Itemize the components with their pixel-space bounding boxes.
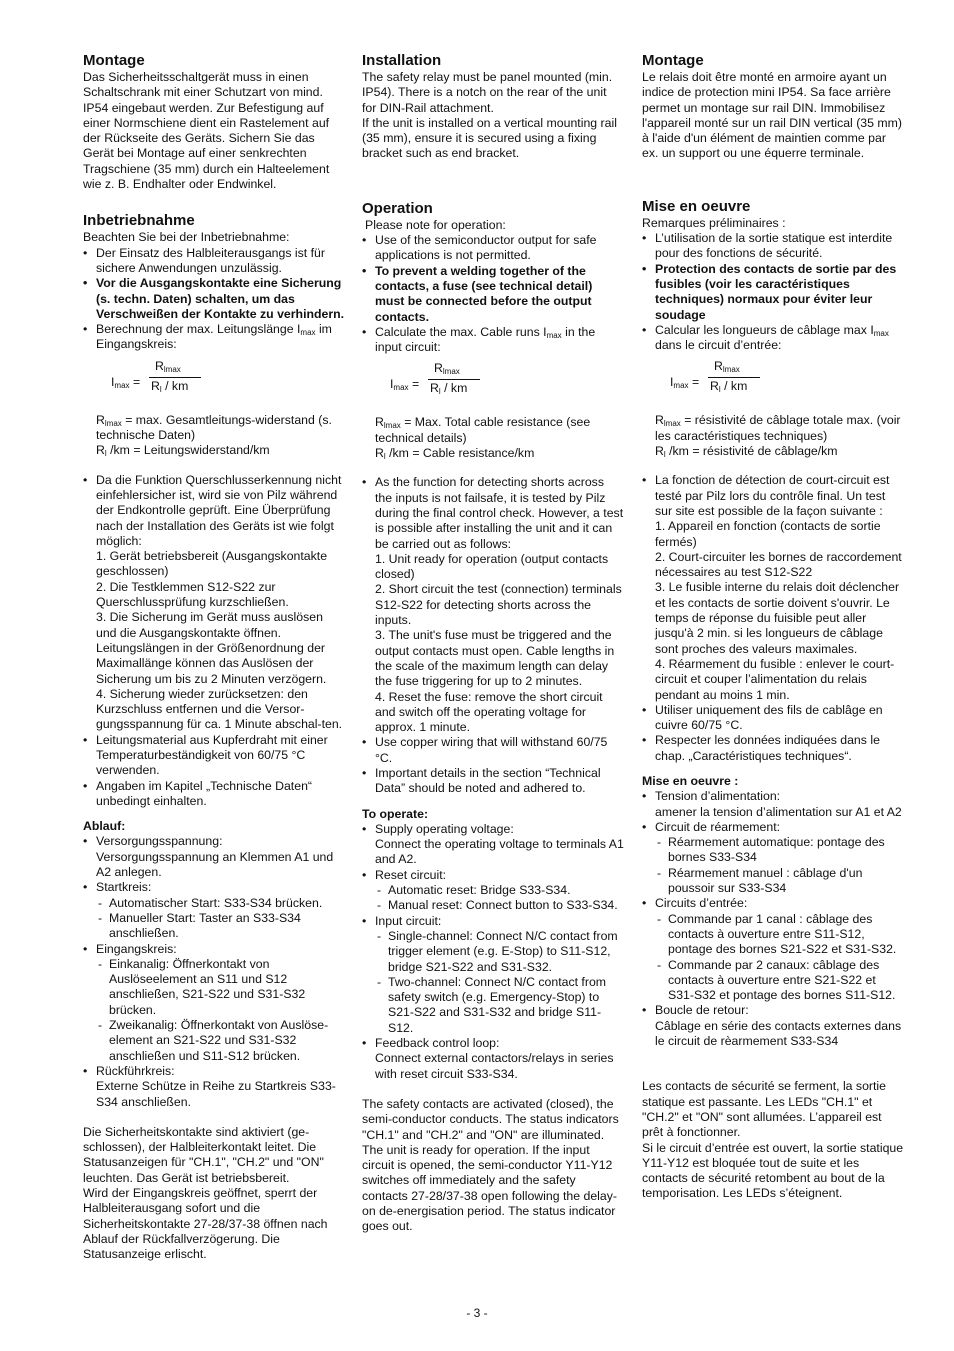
sub-item: - Réarmement automatique: pontage des bornes S33-S34 [655, 835, 904, 866]
list-item: • Rückführkreis: Externe Schütze in Reihe zu Startkreis S33-S34 anschließen. [83, 1064, 345, 1110]
operation-list [642, 231, 904, 353]
sequence-list [83, 834, 345, 1109]
list-item: • Boucle de retour: Câblage en série des contacts externes dans le circuit de rèarmement S33-S34 [642, 1003, 904, 1049]
sub-item: - Two-channel: Connect N/C contact from safety switch (e.g. Emergency-Stop) to S21-S22 and S31-S32 and bridge S11-S12. [375, 975, 624, 1036]
sub-item: - Commande par 2 canaux: câblage des contacts à ouverture entre S21-S22 et S31-S32 et pontage des bornes S11-S12. [655, 958, 904, 1004]
list-item: • Der Einsatz des Halbleiterausgangs ist für sichere Anwendungen unzulässig. [83, 246, 345, 277]
sub-item: - Zweikanalig: Öffnerkontakt von Auslöse-element an S21-S22 und S31-S32 anschließen und S11-S12 brücken. [96, 1018, 345, 1064]
list-item: • Angaben im Kapitel „Technische Daten“ unbedingt einhalten. [83, 779, 345, 810]
sequence-title: To operate: [362, 806, 429, 821]
formula-definition: $R_l$ /km = résistivité de câblage/km [655, 444, 838, 460]
list-item: • Reset circuit: - Automatic reset: Bridge S33-S34. - Manual reset: Connect button to S33-S34. [362, 868, 624, 914]
installation-text: If the unit is installed on a vertical mounting rail (35 mm), ensure it is secured using a fixing bracket such as end bracket. [362, 115, 617, 161]
list-item: • Supply operating voltage: Connect the operating voltage to terminals A1 and A2. [362, 822, 624, 868]
list-item: • Startkreis: - Automatischer Start: S33-S34 brücken. - Manueller Start: Taster an S33-S34 anschließen. [83, 880, 345, 941]
page-number: - 3 - [466, 1306, 488, 1320]
sub-item: - Einkanalig: Öffnerkontakt von Auslöseelement an S11 und S12 anschließen, S21-S22 und S31-S32 brücken. [96, 957, 345, 1018]
sub-item: - Commande par 1 canal : câblage des contacts à ouverture entre S11-S12, pontage des bornes S21-S22 et S31-S32. [655, 912, 904, 958]
section-title-montage: Montage [83, 52, 145, 69]
operation-intro: Please note for operation: [365, 217, 506, 232]
list-item: • Calcular les longueurs de câblage $\max I_{max}$ dans le circuit d’entrée: [642, 323, 904, 354]
list-item: • Tension d’alimentation: amener la tension d’alimentation sur A1 et A2 [642, 789, 904, 820]
list-item: • Circuits d’entrée: - Commande par 1 canal : câblage des contacts à ouverture entre S11-S12, pontage des bornes S21-S22 et S31-S32. - Commande par 2 canaux: câblage des contacts à ouverture entre S21-S22 et S31-S32 et pontage des bornes S11-S12. [642, 896, 904, 1003]
cable-length-formula: $I_{max}$ = $R_{lmax}$ $R_l$ / km [670, 359, 904, 405]
section-title-installation: Installation [362, 52, 442, 69]
sequence-list [362, 822, 624, 1082]
section-title-montage: Montage [642, 52, 704, 69]
sub-item: - Manueller Start: Taster an S33-S34 anschließen. [96, 911, 345, 942]
final-text: Die Sicherheitskontakte sind aktiviert (ge-schlossen), der Halbleiterkontakt leitet. Die Statusanzeigen für "CH.1", "CH.2" und "ON" leuchten. Das Gerät ist betriebsbereit. [83, 1124, 324, 1185]
final-text: The safety contacts are activated (closed), the semi-conductor conducts. The status indicators "CH.1" and "CH.2" and "ON" are illuminated. The unit is ready for operation. If the input circuit is opened, the semi-conductor Y11-Y12 switches off immediately and the safety contacts 27-28/37-38 open following the delay-on de-energisation period. The status indicator goes out. [362, 1096, 619, 1234]
formula-definition: $R_{lmax}$ = Max. Total cable resistance (see technical details) [375, 415, 591, 445]
formula-definition: $R_l$ /km = Cable resistance/km [375, 446, 535, 462]
list-item: • Berechnung der max. Leitungslänge $I_{max}$ im Eingangskreis: [83, 322, 345, 353]
list-item: • As the function for detecting shorts across the inputs is not failsafe, it is tested by Pilz during the final control check. However, a test is possible after installing the unit and it can be carried out as follows: 1. Unit ready for operation (output contacts closed) 2. Short circuit the test (connection) terminals S12-S22 for detecting shorts across the inputs. 3. The unit's fuse must be triggered and the output contacts must open. Cable lengths in the scale of the maximum length can delay the fuse triggering for up to 2 minutes. 4. Reset the fuse: remove the short circuit and switch off the operating voltage for approx. 1 minute. [362, 475, 624, 735]
list-item: • Respecter les données indiquées dans le chap. „Caractéristiques techniques“. [642, 733, 904, 764]
list-item: • Eingangskreis: - Einkanalig: Öffnerkontakt von Auslöseelement an S11 und S12 anschließen, S21-S22 und S31-S32 brücken. - Zweikanalig: Öffnerkontakt von Auslöse-element an S21-S22 und S31-S32 anschließen und S11-S12 brücken. [83, 942, 345, 1064]
final-text: Les contacts de sécurité se ferment, la sortie statique est passante. Les LEDs "CH.1" et "CH.2" et "ON" sont allumées. L’appareil est prêt à fonctionner. [642, 1079, 887, 1140]
list-item: • Feedback control loop: Connect external contactors/relays in series with reset circuit S33-S34. [362, 1036, 624, 1082]
list-item: • Protection des contacts de sortie par des fusibles (voir les caractéristiques techniques) normaux pour éviter leur soudage [642, 262, 904, 323]
list-item: • Input circuit: - Single-channel: Connect N/C contact from trigger element (e.g. E-Stop) to S11-S12, bridge S21-S22 and S31-S32. - Two-channel: Connect N/C contact from safety switch (e.g. Emergency-Stop) to S21-S22 and S31-S32 and bridge S11-S12. [362, 914, 624, 1036]
sequence-list [642, 789, 904, 1049]
column-german [83, 52, 345, 1262]
list-item: • To prevent a welding together of the contacts, a fuse (see technical detail) must be connected before the output contacts. [362, 264, 624, 325]
montage-text: Le relais doit être monté en armoire ayant un indice de protection mini IP54. Sa face arrière permet un montage sur rail DIN. Immobilisez l'appareil monté sur un rail DIN vertical (35 mm) à l'aide d'un élément de maintien comme par ex. un support ou une équerre terminale. [642, 70, 902, 161]
section-title-operation: Inbetriebnahme [83, 212, 195, 230]
list-item: • La fonction de détection de court-circuit est testé par Pilz lors du contrôle final. Un test sur site est possible de la façon suivante : 1. Appareil en fonction (contacts de sortie fermés) 2. Court-circuiter les bornes de raccordement nécessaires au test S12-S22 3. Le fusible interne du relais doit déclencher et les contacts de sortie doivent s'ouvrir. Le temps de réponse du fuisible peut aller jusqu'à 2 min. si les longueurs de câblage sont proches des valeurs maximales. 4. Réarmement du fusible : enlever le court-circuit et couper l’alimentation du relais pendant au moins 1 min. [642, 473, 904, 702]
list-item: • Da die Funktion Querschlusserkennung nicht einfehlersicher ist, wird sie von Pilz während der Endkontrolle geprüft. Eine Überprüfung nach der Installation des Geräts ist wie folgt möglich: 1. Gerät betriebsbereit (Ausgangskontakte geschlossen) 2. Die Testklemmen S12-S22 zur Querschlussprüfung kurzschließen. 3. Die Sicherung im Gerät muss auslösen und die Ausgangskontakte öffnen. Leitungslängen in der Größenordnung der Maximallänge können das Auslösen der Sicherung um bis zu 2 Minuten verzögern. 4. Sicherung wieder zurücksetzen: den Kurzschluss entfernen und die Versor-gungsspannung für ca. 1 Minute abschal-ten. [83, 473, 345, 733]
list-item: • Circuit de réarmement: - Réarmement automatique: pontage des bornes S33-S34 - Réarmement manuel : câblage d'un poussoir sur S33-S34 [642, 820, 904, 896]
cable-length-formula: $I_{max}$ = $R_{lmax}$ $R_l$ / km [390, 361, 624, 407]
list-item: • L’utilisation de la sortie statique est interdite pour des fonctions de sécurité. [642, 231, 904, 262]
list-item: • Calculate the max. Cable runs $I_{max}$ in the input circuit: [362, 325, 624, 356]
montage-text: Das Sicherheitsschaltgerät muss in einen Schaltschrank mit einer Schutzart von mind. IP54 eingebaut werden. Zur Befestigung auf einer Normschiene dient ein Rastelement auf der Rückseite des Geräts. Sichern Sie das Gerät bei Montage auf einer senkrechten Tragschiene (35 mm) durch ein Halteelement wie z. B. Endhalter oder Endwinkel. [83, 70, 330, 192]
final-text: Si le circuit d’entrée est ouvert, la sortie statique Y11-Y12 est bloquée tout de suite et les contacts de sécurité retombent au bout de la temporisation. Les LEDs s’éteignent. [642, 1140, 904, 1201]
sequence-title: Ablauf: [83, 819, 126, 834]
cable-length-formula: $I_{max}$ = $R_{lmax}$ $R_l$ / km [111, 359, 345, 405]
list-item: • Use copper wiring that will withstand 60/75 °C. [362, 735, 624, 766]
installation-text: The safety relay must be panel mounted (min. IP54). There is a notch on the rear of the unit for DIN-Rail attachment. [362, 70, 613, 115]
sub-item: - Réarmement manuel : câblage d'un poussoir sur S33-S34 [655, 866, 904, 897]
operation-list-2 [362, 475, 624, 796]
section-title-operation: Operation [362, 199, 433, 217]
sub-item: - Single-channel: Connect N/C contact from trigger element (e.g. E-Stop) to S11-S12, bridge S21-S22 and S31-S32. [375, 929, 624, 975]
column-english [362, 52, 624, 1235]
operation-list-2 [83, 473, 345, 810]
list-item: • Leitungsmaterial aus Kupferdraht mit einer Temperaturbeständigkeit von 60/75 °C verwenden. [83, 733, 345, 779]
list-item: • Use of the semiconductor output for safe applications is not permitted. [362, 233, 624, 264]
sub-item: - Automatischer Start: S33-S34 brücken. [96, 896, 345, 911]
section-title-mise-en-oeuvre: Mise en oeuvre [642, 197, 751, 215]
operation-intro: Beachten Sie bei der Inbetriebnahme: [83, 230, 290, 245]
operation-list [362, 233, 624, 355]
sub-item: - Manual reset: Connect button to S33-S34. [375, 898, 624, 913]
list-item: • Important details in the section “Technical Data” should be noted and adhered to. [362, 766, 624, 797]
operation-list [83, 246, 345, 353]
formula-definition: $R_{lmax}$ = résistivité de câblage totale max. (voir les caractéristiques techniques) [655, 413, 901, 443]
operation-list-2 [642, 473, 904, 764]
column-french [642, 52, 904, 1202]
list-item: • Utiliser uniquement des fils de cablâge en cuivre 60/75 °C. [642, 703, 904, 734]
sub-item: - Automatic reset: Bridge S33-S34. [375, 883, 624, 898]
list-item: • Versorgungsspannung: Versorgungsspannung an Klemmen A1 und A2 anlegen. [83, 834, 345, 880]
final-text: Wird der Eingangskreis geöffnet, sperrt der Halbleiterausgang sofort und die Sicherheitskontakte 27-28/37-38 öffnen nach Ablauf der Rückfallverzögerung. Die Statusanzeige erlischt. [83, 1186, 328, 1262]
formula-definition: $R_l$ /km = Leitungswiderstand/km [96, 443, 270, 459]
list-item: • Vor die Ausgangskontakte eine Sicherung (s. techn. Daten) schalten, um das Verschweißen der Kontakte zu verhindern. [83, 276, 345, 322]
formula-definition: $R_{lmax} = \max$. Gesamtleitungs-widerstand (s. technische Daten) [96, 412, 332, 443]
operation-intro: Remarques préliminaires : [642, 215, 786, 230]
sequence-title: Mise en oeuvre : [642, 773, 739, 788]
